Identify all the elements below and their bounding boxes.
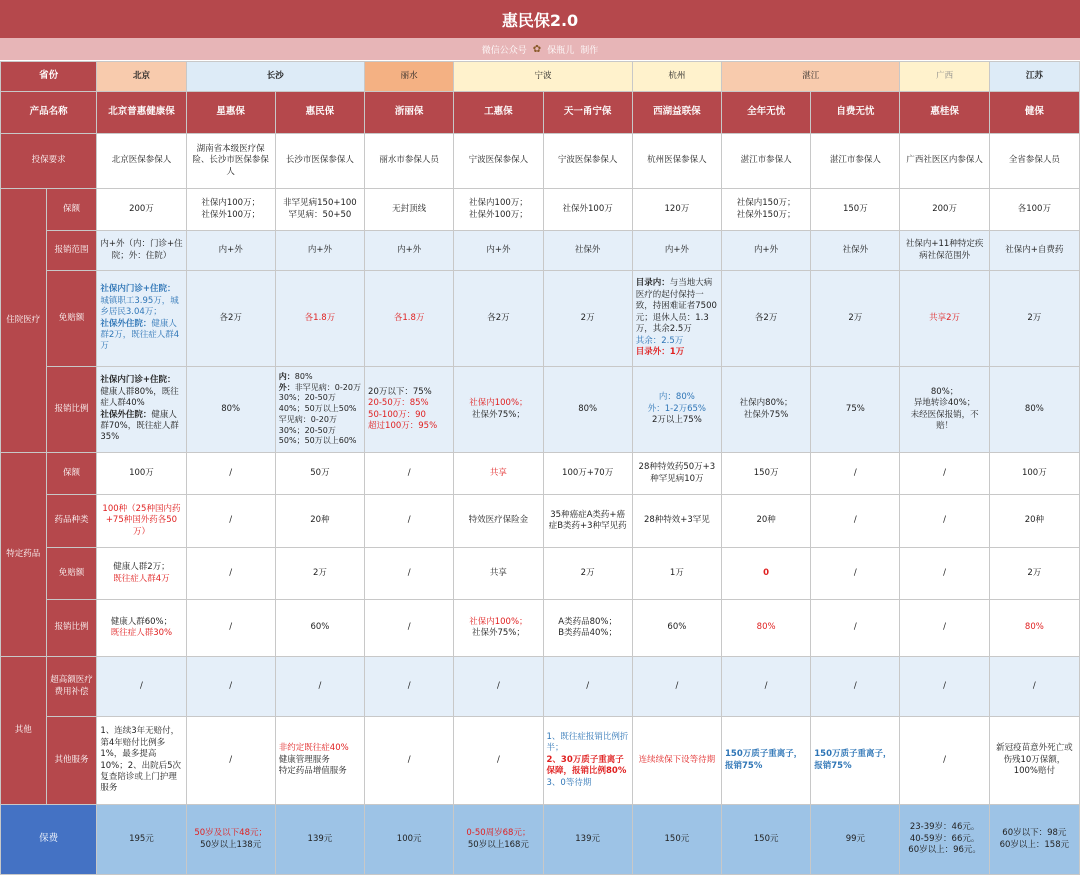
drug-deductible-cell: 0: [722, 548, 811, 600]
drug-ratio-cell: /: [811, 600, 900, 657]
drug-deductible-cell: 1万: [632, 548, 721, 600]
ratio-label: 报销比例: [46, 600, 97, 657]
province-row: [1, 62, 1080, 92]
line: 健康管理服务: [278, 754, 330, 765]
hosp-ratio-cell: [97, 367, 186, 453]
hosp-coverage-cell: [186, 189, 275, 231]
fee-cell: [900, 805, 989, 875]
line: 特定药品增值服务: [278, 766, 347, 777]
line: 社保内100%；: [469, 398, 528, 409]
high-cost-cell: /: [632, 657, 721, 717]
province-zhanjiang: 湛江: [722, 62, 900, 92]
drug-ratio-cell: /: [365, 600, 454, 657]
drug-deductible-cell: 共享: [454, 548, 543, 600]
line: 社保外75%: [743, 409, 789, 420]
hosp-deductible-cell: 各2万: [186, 271, 275, 367]
product-row: [1, 92, 1080, 134]
drug-types-cell: /: [186, 495, 275, 548]
high-cost-cell: /: [454, 657, 543, 717]
product-name: 北京普惠健康保: [97, 92, 186, 134]
product-name: 工惠保: [454, 92, 543, 134]
requirement-label: 投保要求: [1, 134, 97, 189]
hosp-coverage-cell: 无封顶线: [365, 189, 454, 231]
province-guangxi: 广西: [900, 62, 989, 92]
hosp-coverage-cell: 150万: [811, 189, 900, 231]
drug-deductible-cell: [97, 548, 186, 600]
hosp-deductible-cell: 各1.8万: [365, 271, 454, 367]
hosp-coverage-cell: 200万: [97, 189, 186, 231]
drug-ratio-cell: 80%: [722, 600, 811, 657]
product-name: 惠民保: [275, 92, 364, 134]
line: 20万以下：75%: [368, 386, 432, 397]
drug-types-cell: /: [365, 495, 454, 548]
requirement-cell: 广西社医区内参保人: [900, 134, 989, 189]
deductible-label: 免赔额: [46, 271, 97, 367]
other-services-cell: 新冠疫苗意外死亡或伤残10万保额，100%赔付: [989, 717, 1079, 805]
drug-coverage-cell: /: [811, 453, 900, 495]
hosp-scope-cell: 内+外（内：门诊+住院；外：住院）: [97, 231, 186, 271]
drug-coverage-cell: 28种特效药50万+3种罕见病10万: [632, 453, 721, 495]
hosp-deductible-cell: 各2万: [454, 271, 543, 367]
line: 23-39岁：46元。: [909, 822, 980, 833]
hosp-ratio-cell: 80%: [186, 367, 275, 453]
requirement-cell: 全省参保人员: [989, 134, 1079, 189]
line: 社保内150万；: [736, 198, 796, 209]
line: 异地转诊40%；: [913, 398, 976, 409]
product-name: 西湖益联保: [632, 92, 721, 134]
deductible-label: 免赔额: [46, 548, 97, 600]
drug-coverage-cell: 100万+70万: [543, 453, 632, 495]
hosp-ratio-cell: [365, 367, 454, 453]
other-services-cell: /: [365, 717, 454, 805]
product-label: 产品名称: [1, 92, 97, 134]
drug-types-cell: /: [900, 495, 989, 548]
fee-cell: 100元: [365, 805, 454, 875]
drug-coverage-cell: 共享: [454, 453, 543, 495]
line: 社保外150万；: [736, 209, 796, 220]
comparison-table: [0, 61, 1080, 875]
text: 社保内门诊+住院：: [100, 284, 176, 295]
drug-coverage-cell: 100万: [97, 453, 186, 495]
other-services-cell: [543, 717, 632, 805]
drug-deductible-row: [1, 548, 1080, 600]
line: 未经医保报销，不赔！: [910, 409, 979, 431]
hosp-coverage-cell: 社保外100万: [543, 189, 632, 231]
province-lishui: 丽水: [365, 62, 454, 92]
subtitle-source: 微信公众号: [481, 45, 527, 56]
text: 城镇职工3.95万，城乡居民3.04万；: [100, 295, 179, 318]
other-services-cell: /: [900, 717, 989, 805]
hosp-scope-cell: 内+外: [365, 231, 454, 271]
drug-coverage-cell: /: [900, 453, 989, 495]
text: 内：: [278, 371, 295, 381]
drug-types-cell: 20种: [989, 495, 1079, 548]
province-label: 省份: [1, 62, 97, 92]
requirement-cell: 湛江市参保人: [722, 134, 811, 189]
line: 社保外75%；: [471, 409, 525, 420]
drug-ratio-row: [1, 600, 1080, 657]
hosp-ratio-cell: [275, 367, 364, 453]
scope-label: 报销范围: [46, 231, 97, 271]
requirement-row: [1, 134, 1080, 189]
drug-coverage-cell: 150万: [722, 453, 811, 495]
line: 50岁以上138元: [200, 839, 262, 850]
hosp-scope-cell: 内+外: [722, 231, 811, 271]
province-changsha: 长沙: [186, 62, 364, 92]
subtitle-suffix: 制作: [580, 45, 599, 56]
hosp-coverage-cell: 各100万: [989, 189, 1079, 231]
drug-types-row: [1, 495, 1080, 548]
hosp-deductible-row: [1, 271, 1080, 367]
text: 目录内：: [635, 278, 670, 289]
other-services-cell: 150万质子重离子，报销75%: [722, 717, 811, 805]
high-cost-cell: /: [275, 657, 364, 717]
hosp-coverage-cell: 120万: [632, 189, 721, 231]
other-services-cell: [275, 717, 364, 805]
text: 健康人群80%，既往症人群40%: [100, 386, 179, 409]
text: 80%: [294, 371, 313, 381]
line: 2、30万质子重离子保障，报销比例80%: [546, 754, 627, 777]
line: 既往症人群4万: [113, 573, 170, 584]
high-cost-cell: /: [97, 657, 186, 717]
line: 社保内100万；: [201, 198, 261, 209]
province-hangzhou: 杭州: [632, 62, 721, 92]
drug-types-label: 药品种类: [46, 495, 97, 548]
hosp-scope-cell: 社保外: [543, 231, 632, 271]
line: 健康人群60%；: [110, 616, 173, 627]
drug-types-cell: 特效医疗保险金: [454, 495, 543, 548]
line: 80%；: [930, 386, 959, 397]
hosp-coverage-cell: [275, 189, 364, 231]
hosp-scope-cell: 内+外: [632, 231, 721, 271]
line: 非约定既往症40%: [278, 743, 349, 754]
drug-ratio-cell: [543, 600, 632, 657]
fee-cell: 195元: [97, 805, 186, 875]
requirement-cell: 丽水市参保人员: [365, 134, 454, 189]
hosp-deductible-cell: 共享2万: [900, 271, 989, 367]
other-services-cell: /: [186, 717, 275, 805]
high-cost-cell: /: [811, 657, 900, 717]
drug-deductible-cell: 2万: [275, 548, 364, 600]
hosp-deductible-cell: 2万: [811, 271, 900, 367]
line: 60岁以下：98元: [1002, 828, 1067, 839]
high-cost-cell: /: [186, 657, 275, 717]
line: 40-59岁：66元。: [909, 833, 980, 844]
text: 罕见病：0-20万30%；20-50万50%；50万以上60%: [278, 414, 357, 446]
fee-cell: [989, 805, 1079, 875]
drug-ratio-cell: [454, 600, 543, 657]
drugs-section-label: 特定药品: [1, 453, 47, 657]
drug-coverage-cell: /: [186, 453, 275, 495]
subtitle-bar: [0, 38, 1080, 60]
drug-deductible-cell: /: [900, 548, 989, 600]
high-cost-cell: /: [722, 657, 811, 717]
other-services-label: 其他服务: [46, 717, 97, 805]
hosp-scope-row: [1, 231, 1080, 271]
line: 社保内100%；: [469, 616, 528, 627]
hosp-ratio-cell: [632, 367, 721, 453]
hosp-deductible-cell: 2万: [989, 271, 1079, 367]
drug-ratio-cell: /: [900, 600, 989, 657]
product-name: 全年无忧: [722, 92, 811, 134]
other-services-cell: 1、连续3年无赔付，第4年赔付比例多1%，最多提高10%；2、出院后5次复查陪诊或上门护理服务: [97, 717, 186, 805]
product-name: 浙丽保: [365, 92, 454, 134]
drug-types-cell: 20种: [722, 495, 811, 548]
text: 社保外住院：: [100, 409, 152, 420]
product-name: 天一甬宁保: [543, 92, 632, 134]
drug-types-cell: 35种癌症A类药+癌症B类药+3种罕见药: [543, 495, 632, 548]
flower-icon: ✿: [532, 43, 542, 55]
text: 非罕见病：0-20万30%；20-50万40%；50万以上50%: [278, 382, 361, 414]
drug-coverage-cell: 50万: [275, 453, 364, 495]
ratio-label: 报销比例: [46, 367, 97, 453]
line: 社保外100万；: [469, 209, 528, 220]
hosp-deductible-cell: [632, 271, 721, 367]
product-name: 健保: [989, 92, 1079, 134]
line: 健康人群2万；: [113, 562, 170, 573]
hosp-scope-cell: 内+外: [454, 231, 543, 271]
hosp-scope-cell: 社保外: [811, 231, 900, 271]
drug-coverage-row: [1, 453, 1080, 495]
drug-types-cell: 100种（25种国内药+75种国外药各50万）: [97, 495, 186, 548]
line: B类药品40%；: [558, 628, 617, 638]
high-cost-cell: /: [543, 657, 632, 717]
requirement-cell: 湖南省本级医疗保险、长沙市医保参保人: [186, 134, 275, 189]
text: 与当地大病医疗的起付保持一致，持困难证者7500元；退休人员：1.3万，其余2.5万: [635, 278, 717, 335]
drug-coverage-cell: 100万: [989, 453, 1079, 495]
drug-ratio-cell: 60%: [275, 600, 364, 657]
drug-deductible-cell: 2万: [989, 548, 1079, 600]
line: 3、0等待期: [546, 777, 592, 788]
drug-ratio-cell: 60%: [632, 600, 721, 657]
hosp-deductible-cell: 2万: [543, 271, 632, 367]
requirement-cell: 宁波医保参保人: [543, 134, 632, 189]
drug-types-cell: /: [811, 495, 900, 548]
high-cost-cell: /: [900, 657, 989, 717]
fee-label: 保费: [1, 805, 97, 875]
text: 目录外：: [635, 347, 670, 358]
line: 既往症人群30%: [110, 628, 173, 638]
fee-cell: [454, 805, 543, 875]
text: 社保内门诊+住院：: [100, 375, 176, 386]
line: 20-50万：85%: [368, 398, 429, 409]
hospital-section-label: 住院医疗: [1, 189, 47, 453]
drug-coverage-cell: /: [365, 453, 454, 495]
drug-ratio-cell: [97, 600, 186, 657]
requirement-cell: 杭州医保参保人: [632, 134, 721, 189]
text: 社保外住院：: [100, 318, 152, 329]
high-cost-row: [1, 657, 1080, 717]
requirement-cell: 湛江市参保人: [811, 134, 900, 189]
high-cost-cell: /: [989, 657, 1079, 717]
line: 超过100万：95%: [368, 420, 438, 431]
line: 社保外75%；: [471, 628, 525, 638]
province-beijing: 北京: [97, 62, 186, 92]
line: A类药品80%；: [558, 616, 617, 627]
fee-cell: 99元: [811, 805, 900, 875]
hosp-ratio-cell: 80%: [543, 367, 632, 453]
text: 健康人群2万，既往症人群4万: [100, 318, 180, 352]
high-cost-label: 超高额医疗费用补偿: [46, 657, 97, 717]
text: 外：: [278, 382, 295, 392]
line: 1、既往症报销比例折半；: [546, 731, 629, 754]
drug-deductible-cell: /: [365, 548, 454, 600]
hosp-ratio-cell: [454, 367, 543, 453]
province-jiangsu: 江苏: [989, 62, 1079, 92]
line: 社保外100万；: [201, 209, 261, 220]
fee-cell: [186, 805, 275, 875]
coverage-label: 保额: [46, 189, 97, 231]
product-name: 自费无忧: [811, 92, 900, 134]
province-ningbo: 宁波: [454, 62, 632, 92]
product-name: 惠桂保: [900, 92, 989, 134]
drug-deductible-cell: 2万: [543, 548, 632, 600]
hosp-ratio-cell: [900, 367, 989, 453]
fee-row: [1, 805, 1080, 875]
coverage-label: 保额: [46, 453, 97, 495]
line: 50岁以上168元: [467, 839, 529, 850]
other-section-label: 其他: [1, 657, 47, 805]
requirement-cell: 宁波医保参保人: [454, 134, 543, 189]
hosp-deductible-cell: [97, 271, 186, 367]
hosp-coverage-cell: [722, 189, 811, 231]
other-services-row: [1, 717, 1080, 805]
product-name: 星惠保: [186, 92, 275, 134]
other-services-cell: /: [454, 717, 543, 805]
hosp-scope-cell: 社保内+11种特定疾病社保范围外: [900, 231, 989, 271]
line: 外：1-2万65%: [647, 403, 707, 414]
line: 内：80%: [658, 392, 695, 403]
drug-types-cell: 28种特效+3罕见: [632, 495, 721, 548]
page-title: [0, 0, 1080, 38]
line: 0-50周岁68元；: [466, 828, 531, 839]
text: 其余：2.5万: [635, 335, 684, 346]
hosp-ratio-row: [1, 367, 1080, 453]
drug-deductible-cell: /: [811, 548, 900, 600]
hosp-ratio-cell: 80%: [989, 367, 1079, 453]
hosp-ratio-cell: [722, 367, 811, 453]
fee-cell: 139元: [543, 805, 632, 875]
text: 健康人群70%，既往症人群35%: [100, 409, 179, 443]
hosp-coverage-cell: 200万: [900, 189, 989, 231]
hosp-scope-cell: 社保内+自费药: [989, 231, 1079, 271]
subtitle-account: 保瓶儿: [547, 45, 575, 56]
line: 50-100万：90: [368, 409, 426, 420]
hosp-deductible-cell: 各2万: [722, 271, 811, 367]
other-services-cell: 150万质子重离子，报销75%: [811, 717, 900, 805]
hosp-ratio-cell: 75%: [811, 367, 900, 453]
hosp-scope-cell: 内+外: [186, 231, 275, 271]
line: 社保内100万；: [469, 198, 528, 209]
drug-types-cell: 20种: [275, 495, 364, 548]
line: 60岁以上：96元。: [908, 845, 981, 856]
title-text: 惠民保2.0: [501, 10, 579, 30]
fee-cell: 150元: [632, 805, 721, 875]
fee-cell: 150元: [722, 805, 811, 875]
drug-deductible-cell: /: [186, 548, 275, 600]
line: 2万以上75%: [651, 415, 702, 426]
hosp-scope-cell: 内+外: [275, 231, 364, 271]
other-services-cell: 连续续保下设等待期: [632, 717, 721, 805]
line: 非罕见病150+100: [283, 198, 357, 209]
high-cost-cell: /: [365, 657, 454, 717]
line: 社保内80%；: [739, 398, 793, 409]
text: 1万: [669, 347, 685, 358]
requirement-cell: 长沙市医保参保人: [275, 134, 364, 189]
fee-cell: 139元: [275, 805, 364, 875]
line: 罕见病：50+50: [288, 209, 352, 220]
requirement-cell: 北京医保参保人: [97, 134, 186, 189]
hosp-coverage-row: [1, 189, 1080, 231]
line: 50岁及以下48元；: [194, 828, 267, 839]
line: 60岁以上：158元: [999, 839, 1070, 850]
hosp-coverage-cell: [454, 189, 543, 231]
drug-ratio-cell: 80%: [989, 600, 1079, 657]
drug-ratio-cell: /: [186, 600, 275, 657]
hosp-deductible-cell: 各1.8万: [275, 271, 364, 367]
